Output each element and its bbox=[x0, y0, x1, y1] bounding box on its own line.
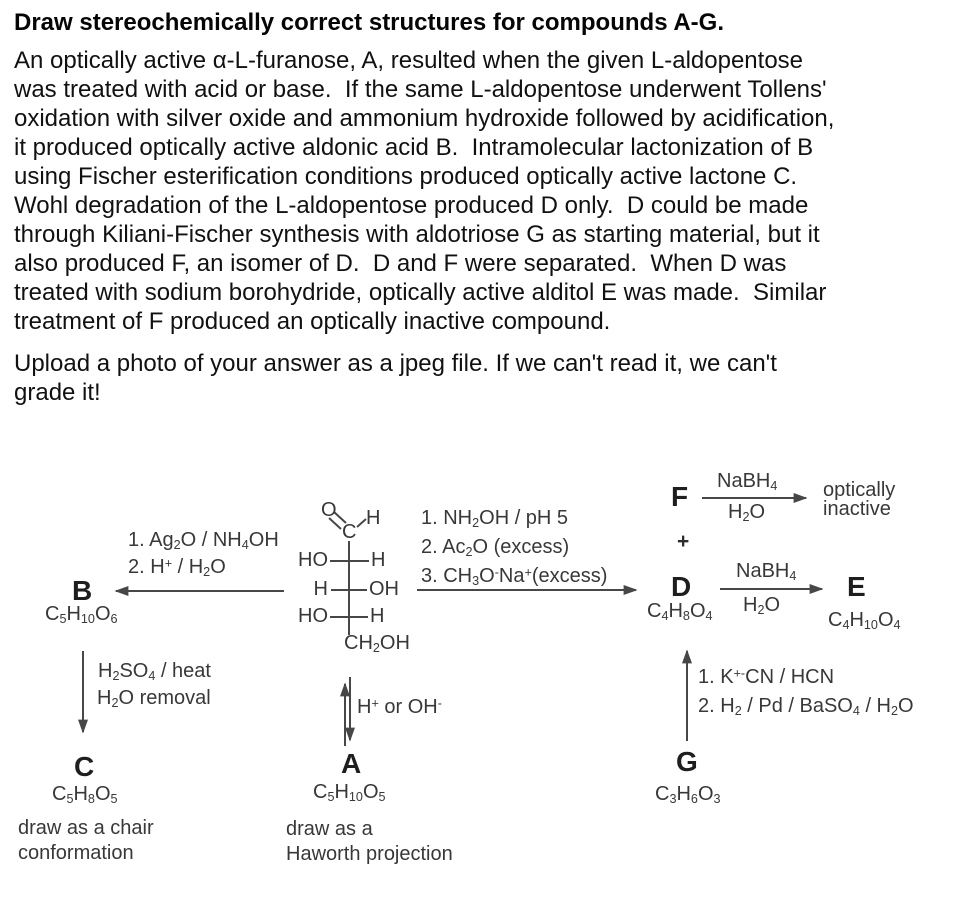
f-product-line-1: optically bbox=[823, 479, 896, 501]
fischer-carbonyl-o: O bbox=[321, 499, 337, 521]
compound-c-label: C bbox=[74, 751, 95, 782]
fischer-row1-right: H bbox=[371, 549, 386, 571]
problem-text-line: was treated with acid or base. If the same L-aldopentose underwent Tollens' bbox=[14, 76, 827, 103]
reagent-label-b-to-c-2: $H_2O$ removal bbox=[97, 687, 211, 710]
compound-b-label: B bbox=[72, 575, 93, 606]
f-arrow-reagent-bottom: $H_2O$ bbox=[728, 501, 766, 524]
compound-g-label: G bbox=[676, 746, 698, 777]
reagent-label-b-to-c-1: $H_2SO_4$ / heat bbox=[98, 660, 211, 683]
problem-text-line: oxidation with silver oxide and ammonium hydroxide followed by acidification, bbox=[14, 105, 835, 132]
compound-c-formula: $C_5H_8O_5$ bbox=[52, 783, 118, 806]
compound-g-formula: $C_3H_6O_3$ bbox=[655, 783, 721, 806]
problem-text-line: Wohl degradation of the L-aldopentose produced D only. D could be made bbox=[14, 192, 809, 219]
fischer-row2-left: H bbox=[313, 578, 328, 600]
compound-a-note-1: draw as a bbox=[286, 818, 373, 840]
fischer-row1-left: HO bbox=[298, 549, 328, 571]
problem-text-line: An optically active α-L-furanose, A, resulted when the given L-aldopentose bbox=[14, 47, 804, 74]
fischer-carbonyl-c: C bbox=[342, 521, 357, 543]
d-e-arrow-reagent-bottom: $H_2O$ bbox=[743, 594, 781, 617]
fischer-row3-right: H bbox=[370, 605, 385, 627]
problem-text-line: treatment of F produced an optically inactive compound. bbox=[14, 308, 611, 335]
reagent-label-g-to-d-2: 2. $H_2$ / Pd / BaSO$_4$ / $H_2O$ bbox=[698, 695, 914, 718]
page-title: Draw stereochemically correct structures for compounds A-G. bbox=[14, 9, 724, 36]
fischer-ch2oh: $CH_2OH$ bbox=[344, 632, 410, 655]
compound-d-formula: $C_4H_8O_4$ bbox=[647, 600, 713, 623]
problem-text-line: using Fischer esterification conditions produced optically active lactone C. bbox=[14, 163, 798, 190]
d-e-arrow-reagent-top: NaBH$_4$ bbox=[736, 560, 797, 583]
fischer-carbonyl-h: H bbox=[366, 507, 381, 529]
problem-text-line: through Kiliani-Fischer synthesis with aldotriose G as starting material, but it bbox=[14, 221, 820, 248]
f-arrow-reagent-top: NaBH$_4$ bbox=[717, 470, 778, 493]
compound-c-note-1: draw as a chair bbox=[18, 817, 154, 839]
compound-d-label: D bbox=[671, 571, 692, 602]
fischer-row2-right: OH bbox=[369, 578, 399, 600]
compound-c-note-2: conformation bbox=[18, 842, 134, 864]
compound-a-formula: $C_5H_{10}O_5$ bbox=[313, 781, 386, 804]
f-product-line-2: inactive bbox=[823, 498, 891, 520]
compound-e-label: E bbox=[847, 571, 866, 602]
reagent-label-to-d-2: 2. $Ac_2O$ (excess) bbox=[421, 536, 570, 559]
compound-f-label: F bbox=[671, 481, 689, 512]
problem-text-line: it produced optically active aldonic acid B. Intramolecular lactonization of B bbox=[14, 134, 814, 161]
compound-a-note-2: Haworth projection bbox=[286, 843, 453, 865]
compound-b-formula: $C_5H_{10}O_6$ bbox=[45, 603, 118, 626]
fischer-row3-left: HO bbox=[298, 605, 328, 627]
equilibrium-label: H+ or OH- bbox=[357, 696, 442, 718]
problem-text-line: also produced F, an isomer of D. D and F were separated. When D was bbox=[14, 250, 787, 277]
reagent-label-to-b-1: 1. $Ag_2O / NH_4OH$ bbox=[128, 529, 279, 552]
problem-text-line: treated with sodium borohydride, optically active alditol E was made. Similar bbox=[14, 279, 827, 306]
plus-sign: + bbox=[677, 530, 690, 553]
reagent-label-to-b-2: 2. $H^+ / H_2O$ bbox=[128, 556, 226, 579]
reagent-label-g-to-d-1: 1. K+-CN / HCN bbox=[698, 666, 835, 688]
upload-instructions-line: grade it! bbox=[14, 379, 101, 406]
reagent-label-to-d-3: 3. $CH_3O^-Na^+(excess)$ bbox=[421, 565, 608, 588]
fischer-c-h-bond bbox=[357, 519, 366, 527]
upload-instructions-line: Upload a photo of your answer as a jpeg file. If we can't read it, we can't bbox=[14, 350, 777, 377]
compound-e-formula: $C_4H_{10}O_4$ bbox=[828, 609, 901, 632]
reagent-label-to-d-1: 1. $NH_2OH$ / pH 5 bbox=[421, 507, 569, 530]
compound-a-label: A bbox=[341, 748, 362, 779]
